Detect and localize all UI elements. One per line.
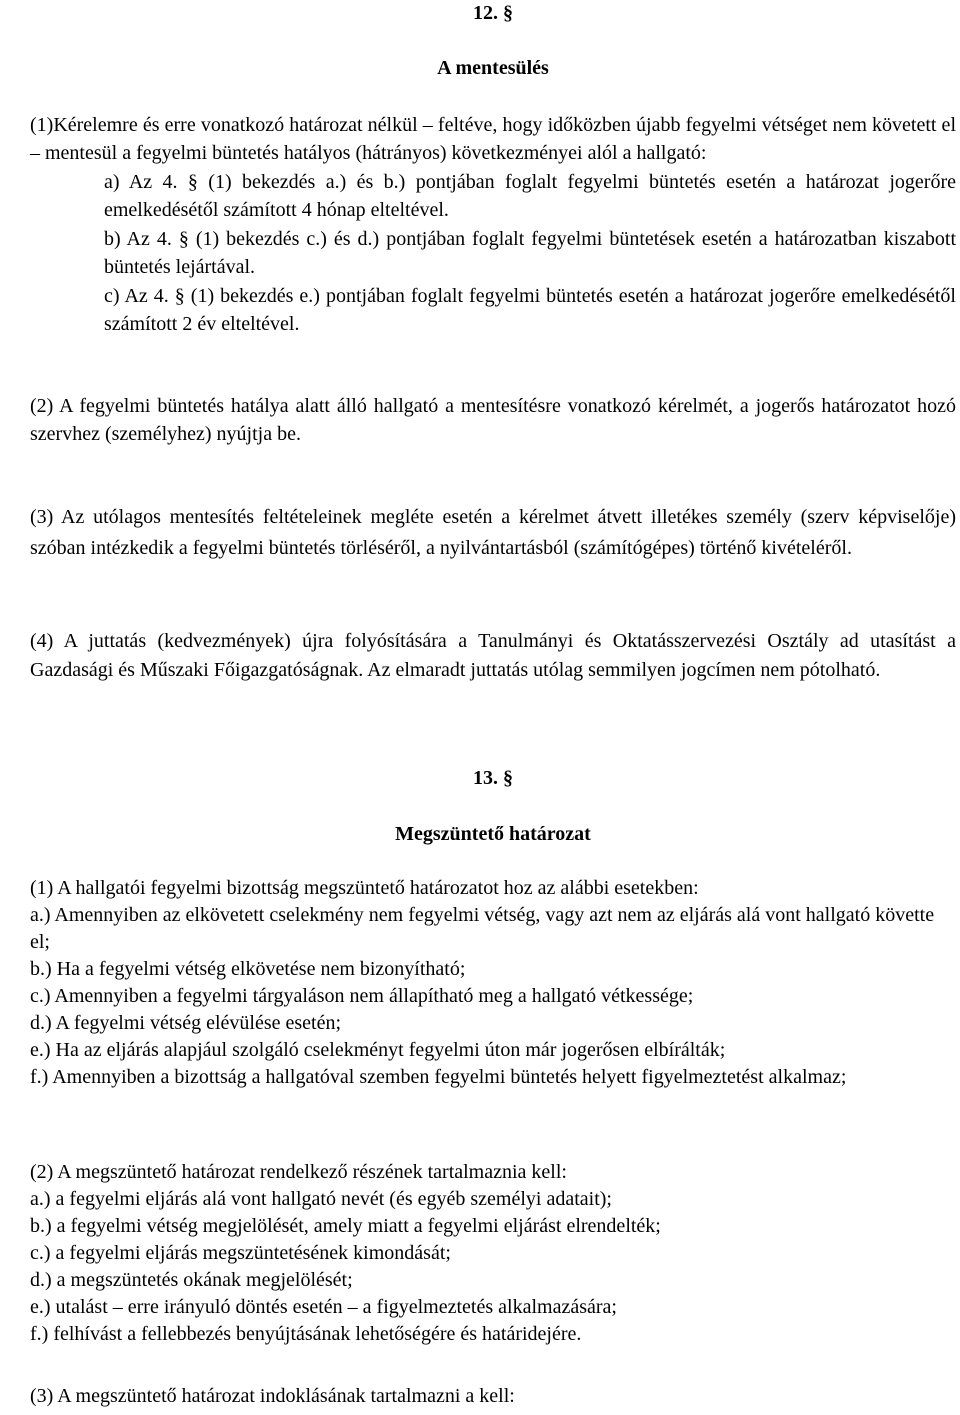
section-13-p2-item-a: a.) a fegyelmi eljárás alá vont hallgató nevét (és egyéb személyi adatait); [30, 1188, 612, 1210]
section-13-p3-intro: (3) A megszüntető határozat indoklásának tartalmazni a kell: [30, 1385, 515, 1407]
section-12-paragraph-2 [30, 393, 956, 448]
section-13-p1-item-a: a.) Amennyiben az elkövetett cselekmény nem fegyelmi vétség, vagy azt nem az eljárás alá vont hallgató követte el; [30, 904, 935, 953]
section-13-paragraph-1 [30, 875, 956, 1091]
section-12-p1-item-b: b) Az 4. § (1) bekezdés c.) és d.) pontjában foglalt fegyelmi büntetések esetén a határozatban kiszabott büntetés lejártával. [104, 228, 956, 278]
section-13-p1-item-d: d.) A fegyelmi vétség elévülése esetén; [30, 1012, 342, 1034]
section-13-paragraph-3 [30, 1383, 956, 1411]
section-13-p2-item-b: b.) a fegyelmi vétség megjelölését, amely miatt a fegyelmi eljárást elrendelték; [30, 1215, 661, 1237]
section-12-paragraph-1 [30, 112, 956, 338]
section-12-number: 12. § [473, 2, 513, 24]
section-13-p1-item-e: e.) Ha az eljárás alapjául szolgáló cselekményt fegyelmi úton már jogerősen elbírálták; [30, 1039, 726, 1061]
section-13-p2-item-c: c.) a fegyelmi eljárás megszüntetésének kimondását; [30, 1242, 451, 1264]
section-12-p1-intro: (1)Kérelemre és erre vonatkozó határozat nélkül – feltéve, hogy időközben újabb fegyelmi vétséget nem követett el – mentesül a fegyelmi büntetés hatályos (hátrányos) következményei alól a hallgató: [30, 114, 956, 164]
section-12-p2: (2) A fegyelmi büntetés hatálya alatt álló hallgató a mentesítésre vonatkozó kérelmét, a jogerős határozatot hozó szervhez (személyhez) nyújtja be. [30, 395, 956, 445]
section-12-title: A mentesülés [437, 57, 549, 79]
section-12-p1-item-c: c) Az 4. § (1) bekezdés e.) pontjában foglalt fegyelmi büntetés esetén a határozat jogerőre emelkedésétől számított 2 év elteltével. [104, 285, 956, 335]
section-12-p3: (3) Az utólagos mentesítés feltételeinek megléte esetén a kérelmet átvett illetékes személy (szerv képviselője) szóban intézkedik a fegyelmi büntetés törléséről, a nyilvántartásból (számítógépes) történő kivételéről. [30, 506, 956, 559]
section-12-paragraph-4 [30, 627, 956, 685]
section-13-p2-intro: (2) A megszüntető határozat rendelkező részének tartalmaznia kell: [30, 1161, 567, 1183]
section-13-paragraph-2 [30, 1159, 956, 1348]
section-13-p1-item-f: f.) Amennyiben a bizottság a hallgatóval szemben fegyelmi büntetés helyett figyelmeztetést alkalmaz; [30, 1066, 847, 1088]
section-12-p4: (4) A juttatás (kedvezmények) újra folyósítására a Tanulmányi és Oktatásszervezési Osztály ad utasítást a Gazdasági és Műszaki Főigazgatóságnak. Az elmaradt juttatás utólag semmilyen jogcímen nem pótolható. [30, 630, 956, 681]
section-13-p1-intro: (1) A hallgatói fegyelmi bizottság megszüntető határozatot hoz az alábbi esetekben: [30, 877, 699, 899]
section-13-p1-item-b: b.) Ha a fegyelmi vétség elkövetése nem bizonyítható; [30, 958, 466, 980]
section-13-number: 13. § [473, 767, 513, 789]
section-12-paragraph-3 [30, 502, 956, 564]
section-13-p1-item-c: c.) Amennyiben a fegyelmi tárgyaláson nem állapítható meg a hallgató vétkessége; [30, 985, 694, 1007]
section-12-p1-item-a: a) Az 4. § (1) bekezdés a.) és b.) pontjában foglalt fegyelmi büntetés esetén a határozat jogerőre emelkedésétől számított 4 hónap elteltével. [104, 171, 956, 221]
section-13-title: Megszüntető határozat [395, 823, 591, 845]
section-13-p2-item-f: f.) felhívást a fellebbezés benyújtásának lehetőségére és határidejére. [30, 1323, 582, 1345]
section-13-p2-item-e: e.) utalást – erre irányuló döntés esetén – a figyelmeztetés alkalmazására; [30, 1296, 617, 1318]
section-13-p2-item-d: d.) a megszüntetés okának megjelölését; [30, 1269, 353, 1291]
